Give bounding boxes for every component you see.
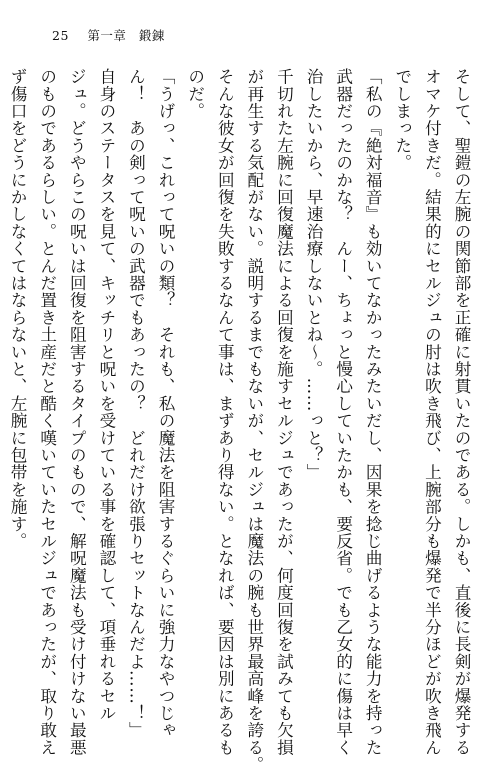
text-line: 千切れた左腕に回復魔法による回復を施すセルジュであったが、何度回復を試みても欠損 (274, 68, 294, 756)
text-line: 自身のステータスを見て、キッチリと呪いを受けている事を確認して、項垂れるセル (96, 68, 116, 722)
text-line: 治したいから、早速治療しないとね〜。……っと？」 (304, 68, 324, 481)
text-line (0, 68, 3, 692)
text-line: でしまった。 (392, 68, 412, 172)
text-line: 「うげっ、これって呪いの類？ それも、私の魔法を阻害するぐらいに強力なやつじゃ (156, 68, 176, 739)
body-text (8, 68, 476, 773)
text-line: のだ。 (185, 68, 205, 120)
text-line: そんな彼女が回復を失敗するなんて事は、まずあり得ない。となれば、要因は別にあるも (215, 68, 235, 756)
text-line: ジュ。どうやらこの呪いは回復を阻害するタイプのもので、解呪魔法も受け付けない最悪 (67, 68, 87, 756)
chapter-label: 第一章 (87, 28, 127, 43)
text-line: 武器だったのかな？ んー、ちょっと慢心していたかも、要反省。でも乙女的に傷は早く (333, 68, 353, 756)
text-line: オマケ付きだ。結果的にセルジュの肘は吹き飛び、上腕部分も爆発で半分ほどが吹き飛ん (422, 68, 442, 756)
text-line: そして、聖鎧の左腕の関節部を正確に射貫いたのである。しかも、直後に長剣が爆発する (452, 68, 471, 756)
running-header (52, 26, 165, 44)
chapter-title: 鍛錬 (138, 28, 165, 43)
text-line: のものであるらしい。とんだ置き土産だと酷く嘆いていたセルジュであったが、取り敢え (37, 68, 57, 756)
text-line: ず傷口をどうにかしなくてはならないと、左腕に包帯を施す。 (8, 68, 28, 550)
text-line: が再生する気配がない。説明するまでもないが、セルジュは魔法の腕も世界最高峰を誇る。 (244, 68, 264, 773)
text-line: 「私の『絶対福音』も効いてなかったみたいだし、因果を捻じ曲げるような能力を持った (363, 68, 383, 756)
text-line: ん！ あの剣って呪いの武器でもあったの？ どれだけ欲張りセットなんだよ……！」 (126, 68, 146, 739)
page-number: 25 (52, 28, 69, 43)
